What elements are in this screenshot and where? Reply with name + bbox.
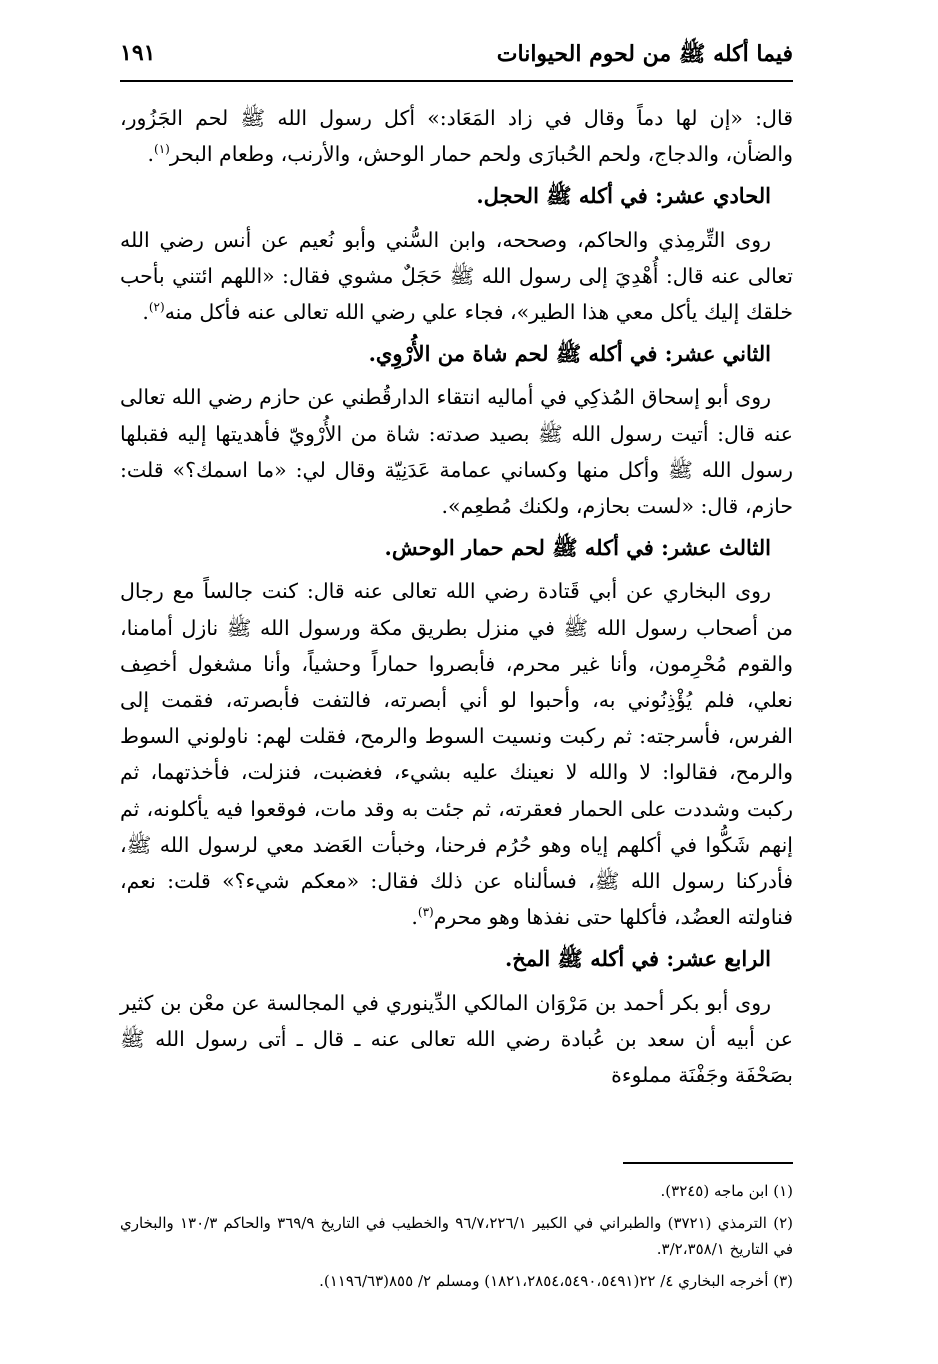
page-header — [120, 38, 793, 82]
paragraph-2-text: روى التِّرمِذي والحاكم، وصححه، وابن السُّني وأبو نُعيم عن أنس رضي الله تعالى عنه قال: أُهْدِيَ إلى رسول الله ﷺ حَجَلٌ مشوي فقال: «اللهم ائتني بأحب خلقك إليك يأكل معي هذا الطير»، فجاء علي رضي الله تعالى عنه فأكل منه — [120, 227, 793, 325]
main-text — [120, 100, 793, 1099]
footnote-1: (١) ابن ماجه (٣٢٤٥). — [660, 1182, 793, 1200]
paragraph-3: روى أبو إسحاق المُذكِي في أماليه انتقاء الدارقُطني عن حازم رضي الله تعالى عنه قال: أتيت رسول الله ﷺ بصيد صدته: شاة من الأُرْويّ فأهديتها إليه فقبلها رسول الله ﷺ وأكل منها وكساني عمامة عَدَنِيّة وقال لي: «ما اسمك؟» قلت: حازم، قال: «لست بحازم، ولكنك مُطعِم». — [120, 385, 793, 519]
paragraph-4-end: . — [411, 905, 418, 930]
footnote-ref-3: (٣) — [417, 905, 434, 920]
paragraph-4-text: روى البخاري عن أبي قَتادة رضي الله تعالى عنه قال: كنت جالساً مع رجال من أصحاب رسول الله ﷺ في منزل بطريق مكة ورسول الله ﷺ نازل أمامنا، والقوم مُحْرِمون، وأنا غير محرم، فأبصروا حماراً وحشياً، وأنا مشغول أخصِف نعلي، فلم يُؤْذِنُوني به، وأحبوا لو أني أبصرته، فالتفت فأبصرته، فقمت إلى الفرس، فأسرجته: ثم ركبت ونسيت السوط والرمح، فقلت لهم: ناولوني السوط والرمح، فقالوا: لا والله لا نعينك عليه بشيء، فغضبت، فنزلت، فأخذتهما، ثم ركبت وشددت على الحمار فعقرته، ثم جئت به وقد مات، فوقعوا فيه يأكلونه، ثم إنهم شَكُّوا في أكلهم إياه وهو حُرُم فرحنا، وخبأت العَضد معي لرسول الله ﷺ، فأدركنا رسول الله ﷺ، فسألناه عن ذلك فقال: «معكم شيء؟» قلت: نعم، فناولته العضُد، فأكلها حتى نفذها وهو محرم — [120, 579, 793, 930]
section-heading-13: الثالث عشر: في أكله ﷺ لحم حمار الوحش. — [384, 535, 771, 561]
paragraph-2-end: . — [142, 300, 149, 325]
paragraph-4 — [120, 573, 793, 935]
paragraph-1-end: . — [147, 142, 155, 167]
paragraph-1 — [120, 100, 793, 172]
footnote-2: (٢) الترمذي (٣٧٢١) والطبراني في الكبير ٩٦/٧،٢٢٦/١ والخطيب في التاريخ ٣٦٩/٩ والحاكم ١٣٠/٣ والبخاري في التاريخ ٣/٢،٣٥٨/١. — [120, 1214, 793, 1258]
page-number: ١٩١ — [120, 40, 156, 66]
paragraph-2 — [120, 222, 793, 331]
section-heading-14: الرابع عشر: في أكله ﷺ المخ. — [504, 946, 771, 972]
section-heading-11: الحادي عشر: في أكله ﷺ الحجل. — [476, 183, 771, 209]
section-heading-12: الثاني عشر: في أكله ﷺ لحم شاة من الأُرْوِي. — [368, 341, 771, 367]
paragraph-5: روى أبو بكر أحمد بن مَرْوَان المالكي الدِّينوري في المجالسة عن معْن بن كثير عن أبيه أن سعد بن عُبادة رضي الله تعالى عنه ـ قال ـ أتى رسول الله ﷺ بصَحْفَة وجَفْنَة مملوءة — [120, 990, 793, 1088]
footnotes — [120, 1178, 793, 1300]
footnote-3: (٣) أخرجه البخاري ٤/ ٢٢(١٨٢١،٢٨٥٤،٥٤٩٠،٥٤٩١) ومسلم ٢/ ٨٥٥(١١٩٦/٦٣). — [319, 1272, 793, 1290]
footnote-ref-2: (٢) — [148, 300, 165, 315]
paragraph-1-text: قال: «إن لها دماً وقال في زاد المَعَاد:» أكل رسول الله ﷺ لحم الجَزُور، والضأن، والدجاج، ولحم الحُبارَى ولحم حمار الوحش، والأرنب، وطعام البحر — [120, 106, 793, 167]
footnote-ref-1: (١) — [154, 142, 170, 157]
running-title: فيما أكله ﷺ من لحوم الحيوانات — [496, 41, 793, 67]
footnote-divider — [623, 1162, 793, 1164]
